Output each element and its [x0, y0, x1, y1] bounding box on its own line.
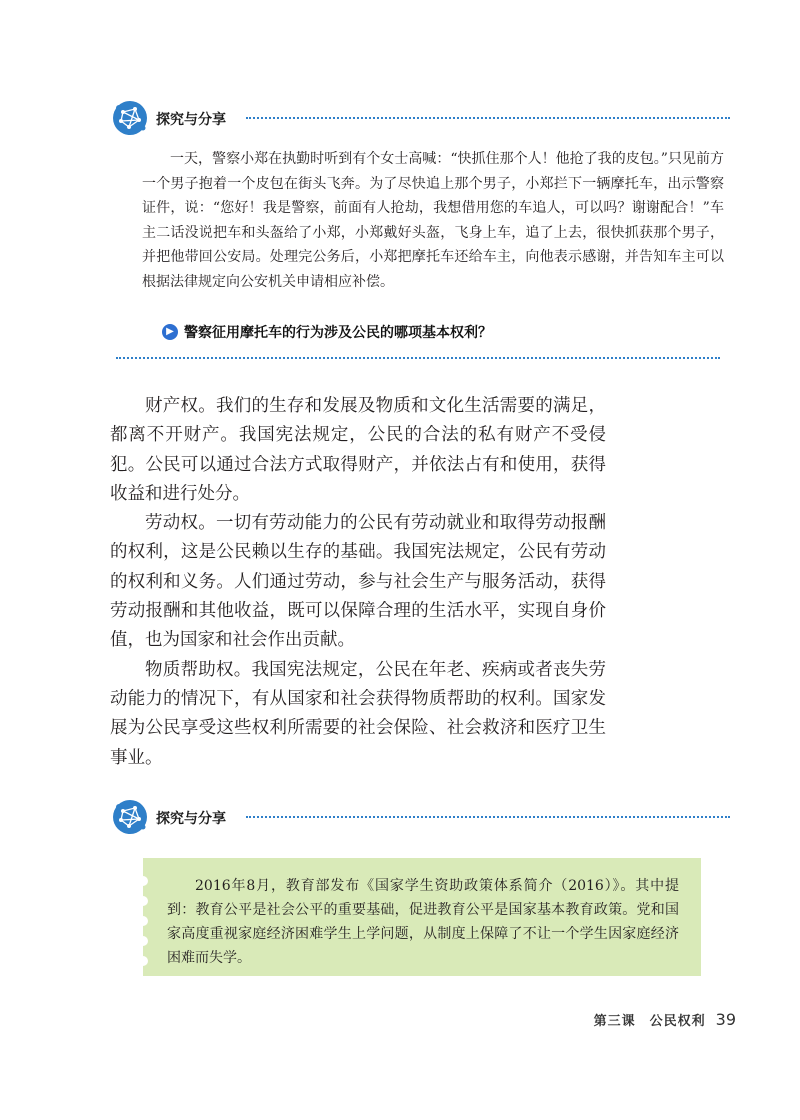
box-notch: [138, 956, 148, 966]
box-notch: [138, 916, 148, 926]
dotted-divider: [246, 816, 730, 818]
paragraph-labor-right: 劳动权。一切有劳动能力的公民有劳动就业和取得劳动报酬的权利，这是公民赖以生存的基础。我国宪法规定，公民有劳动的权利和义务。人们通过劳动，参与社会生产与服务活动，获得劳动报酬和其他收益，既可以保障合理的生活水平，实现自身价值，也为国家和社会作出贡献。: [110, 513, 606, 651]
dotted-divider: [246, 117, 730, 119]
molecule-network-icon: [110, 98, 150, 138]
paragraph-material-assistance: 物质帮助权。我国宪法规定，公民在年老、疾病或者丧失劳动能力的情况下，有从国家和社会获得物质帮助的权利。国家发展为公民享受这些权利所需要的社会保险、社会救济和医疗卫生事业。: [110, 659, 606, 768]
box-notch: [138, 896, 148, 906]
paragraph-property-right: 财产权。我们的生存和发展及物质和文化生活需要的满足，都离不开财产。我国宪法规定，公民的合法的私有财产不受侵犯。公民可以通过合法方式取得财产，并依法占有和使用，获得收益和进行处分。: [110, 396, 606, 504]
question-text: 警察征用摩托车的行为涉及公民的哪项基本权利？: [184, 325, 492, 341]
story-paragraph: 一天，警察小郑在执勤时听到有个女士高喊：“快抓住那个人！他抢了我的皮包。”只见前方一个男子抱着一个皮包在街头飞奔。为了尽快追上那个男子，小郑拦下一辆摩托车，出示警察证件，说：“您好！我是警察，前面有人抢劫，我想借用您的车追人，可以吗？谢谢配合！”车主二话没说把车和头盔给了小郑，小郑戴好头盔，飞身上车，追了上去，很快抓获那个男子，并把他带回公安局。处理完公务后，小郑把摩托车还给车主，向他表示感谢，并告知车主可以根据法律规定向公安机关申请相应补偿。: [142, 151, 724, 290]
section-header-1: [110, 98, 730, 138]
section-separator: [116, 357, 720, 359]
info-box-text: 2016年8月，教育部发布《国家学生资助政策体系简介（2016）》。其中提到：教育公平是社会公平的重要基础，促进教育公平是国家基本教育政策。党和国家高度重视家庭经济困难学生上学问题，从制度上保障了不让一个学生因家庭经济困难而失学。: [167, 878, 679, 966]
discussion-question: [162, 322, 722, 342]
page-number: 39: [715, 1010, 736, 1029]
box-notch: [138, 936, 148, 946]
main-body: [110, 392, 606, 773]
section-title: 探究与分享: [156, 811, 226, 827]
page-footer: [568, 1010, 736, 1034]
box-notch: [138, 876, 148, 886]
section-title: 探究与分享: [156, 112, 226, 128]
molecule-network-icon: [110, 797, 150, 837]
info-box: [143, 858, 701, 976]
lesson-title: 第三课 公民权利: [593, 1014, 706, 1029]
section-header-2: [110, 797, 730, 837]
arrow-circle-icon: ▶: [162, 324, 178, 340]
